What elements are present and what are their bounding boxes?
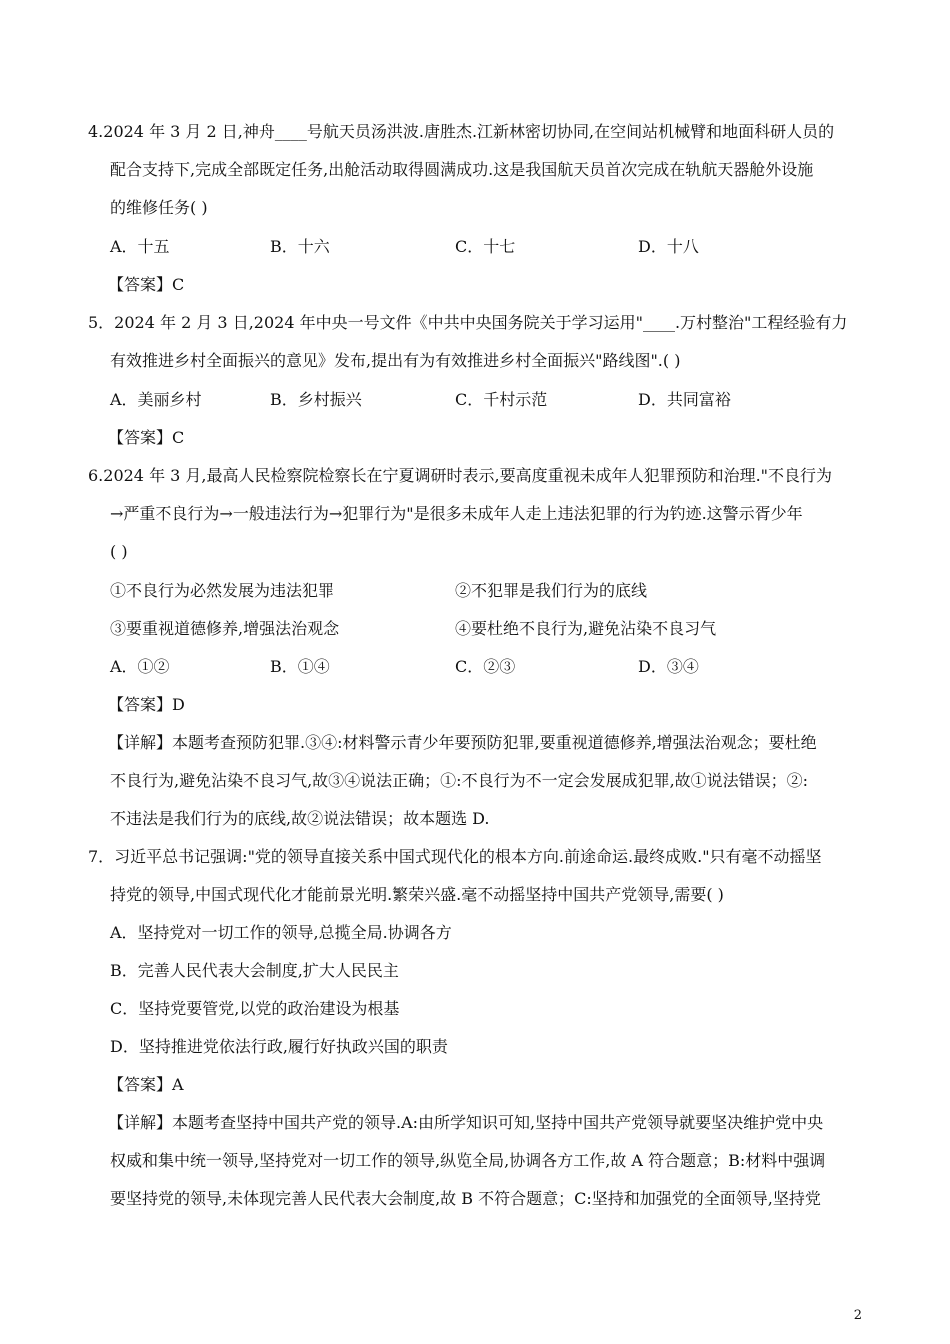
q7-detail-line-2: 权威和集中统一领导,坚持党对一切工作的领导,纵览全局,协调各方工作,故 A 符合题意；B:材料中强调 [110,1151,826,1170]
q7-option-b: B．完善人民代表大会制度,扩大人民民主 [110,961,399,980]
q5-option-c: C．千村示范 [455,390,548,409]
q5-answer: 【答案】C [108,428,185,447]
q6-option-c: C．②③ [455,657,516,676]
q6-detail-line-1: 【详解】本题考查预防犯罪.③④:材料警示青少年要预防犯罪,要重视道德修养,增强法治观念；要杜绝 [108,733,817,752]
q7-option-a: A．坚持党对一切工作的领导,总揽全局.协调各方 [110,923,452,942]
q6-detail-line-2: 不良行为,避免沾染不良习气,故③④说法正确；①:不良行为不一定会发展成犯罪,故①说法错误；②: [110,771,809,790]
q7-option-d: D．坚持推进党依法行政,履行好执政兴国的职责 [110,1037,448,1056]
q5-option-a: A．美丽乡村 [110,390,202,409]
q7-stem-line-2: 持党的领导,中国式现代化才能前景光明.繁荣兴盛.毫不动摇坚持中国共产党领导,需要( ) [110,885,724,904]
q6-option-d: D．③④ [638,657,699,676]
q6-statement-1: ①不良行为必然发展为违法犯罪 [110,581,335,600]
q4-stem-line-3: 的维修任务( ) [110,198,208,217]
q7-answer: 【答案】A [108,1075,184,1094]
q7-detail-line-1: 【详解】本题考查坚持中国共产党的领导.A:由所学知识可知,坚持中国共产党领导就要坚决维护党中央 [108,1113,824,1132]
q6-statement-3: ③要重视道德修养,增强法治观念 [110,619,340,638]
q7-stem-line-1: 7．习近平总书记强调:"党的领导直接关系中国式现代化的根本方向.前途命运.最终成败."只有毫不动摇坚 [88,847,822,866]
q6-stem-line-2: →严重不良行为→一般违法行为→犯罪行为"是很多未成年人走上违法犯罪的行为钓迹.这警示胥少年 [110,504,803,523]
q6-statement-2: ②不犯罪是我们行为的底线 [455,581,648,600]
q6-stem-line-1: 6.2024 年 3 月,最高人民检察院检察长在宁夏调研时表示,要高度重视未成年人犯罪预防和治理."不良行为 [88,466,833,485]
q6-statement-4: ④要杜绝不良行为,避免沾染不良习气 [455,619,717,638]
q6-option-a: A．①② [110,657,170,676]
q6-answer: 【答案】D [108,695,185,714]
q4-stem-line-1: 4.2024 年 3 月 2 日,神舟____号航天员汤洪波.唐胜杰.江新林密切协同,在空间站机械臂和地面科研人员的 [88,122,835,141]
q5-stem-line-2: 有效推进乡村全面振兴的意见》发布,提出有为有效推进乡村全面振兴"路线图".( ) [110,351,681,370]
q5-option-d: D．共同富裕 [638,390,731,409]
q4-answer: 【答案】C [108,275,185,294]
q4-option-b: B．十六 [270,237,330,256]
q4-stem-line-2: 配合支持下,完成全部既定任务,出舱活动取得圆满成功.这是我国航天员首次完成在轨航天器舱外设施 [110,160,814,179]
q4-option-c: C．十七 [455,237,516,256]
q5-option-b: B．乡村振兴 [270,390,362,409]
q4-option-d: D．十八 [638,237,699,256]
q7-option-c: C．坚持党要管党,以党的政治建设为根基 [110,999,400,1018]
q5-stem-line-1: 5．2024 年 2 月 3 日,2024 年中央一号文件《中共中央国务院关于学习运用"____.万村整治"工程经验有力 [88,313,848,332]
q6-detail-line-3: 不违法是我们行为的底线,故②说法错误；故本题选 D. [110,809,490,828]
q4-option-a: A．十五 [110,237,170,256]
q7-detail-line-3: 要坚持党的领导,未体现完善人民代表大会制度,故 B 不符合题意；C:坚持和加强党的全面领导,坚持党 [110,1189,821,1208]
q6-option-b: B．①④ [270,657,330,676]
page-number: 2 [853,1308,862,1323]
q6-stem-line-3: ( ) [110,542,128,561]
